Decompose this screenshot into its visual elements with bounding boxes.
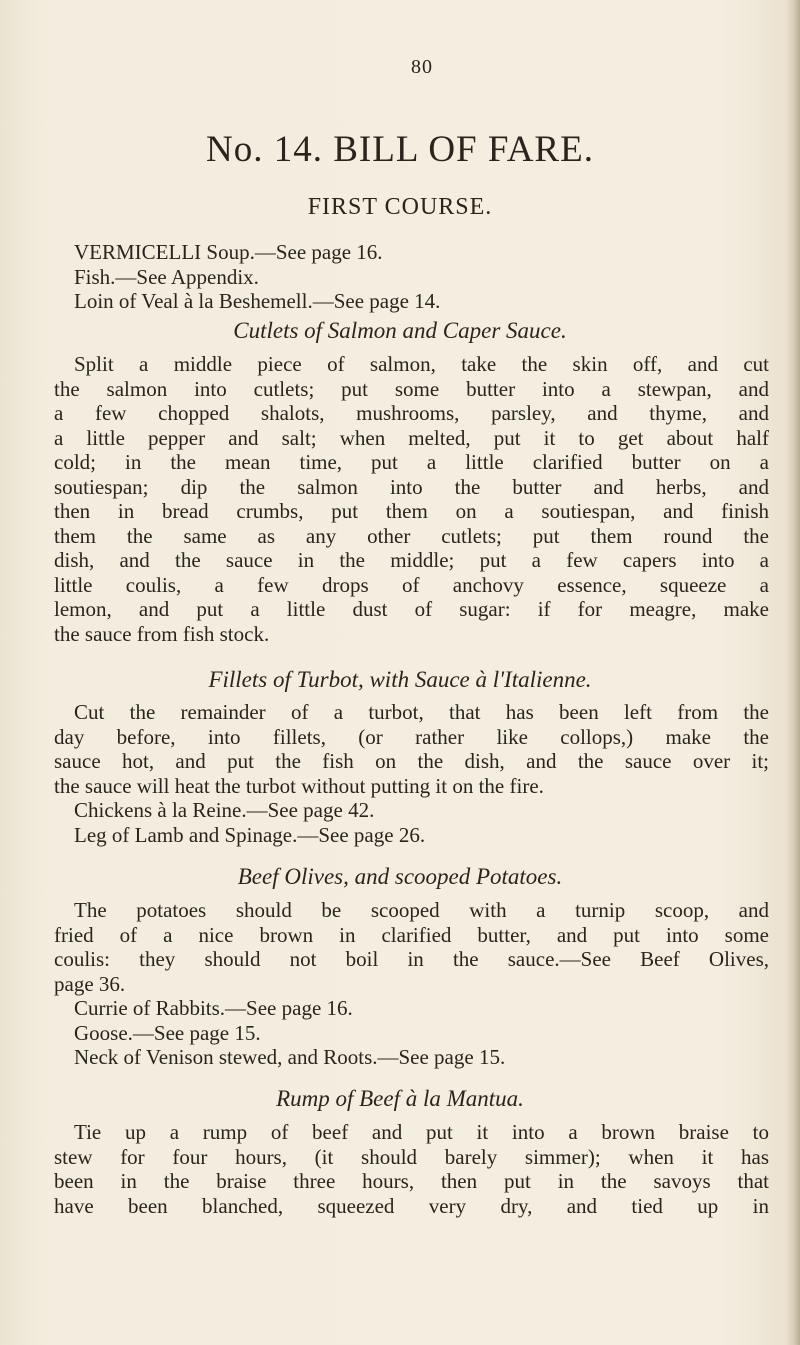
text-line: soutiespan; dip the salmon into the butter and herbs, and xyxy=(54,474,769,499)
text-line: page 36. xyxy=(54,971,126,996)
items-top xyxy=(54,240,769,314)
text-line: cold; in the mean time, put a little clarified butter on a xyxy=(54,450,769,474)
text-line: the sauce will heat the turbot without putting it on the fire. xyxy=(54,773,544,798)
text-line: have been blanched, squeezed very dry, and tied up in xyxy=(54,1193,769,1218)
text-line: been in the braise three hours, then put in the savoys that xyxy=(54,1169,769,1193)
recipe-body-rump xyxy=(54,1120,769,1218)
menu-item: Chickens à la Reine.—See page 42. xyxy=(74,798,375,822)
recipe-body-salmon xyxy=(54,352,769,646)
menu-item: Fish.—See Appendix. xyxy=(74,264,259,289)
text-line: Cut the remainder of a turbot, that has been left from the xyxy=(74,700,769,724)
text-line: dish, and the sauce in the middle; put a few capers into a xyxy=(54,548,769,572)
recipe-heading-turbot: Fillets of Turbot, with Sauce à l'Italienne. xyxy=(208,667,592,692)
text-line: Split a middle piece of salmon, take the skin off, and cut xyxy=(74,352,769,376)
menu-item: Currie of Rabbits.—See page 16. xyxy=(74,996,353,1020)
course-heading: FIRST COURSE. xyxy=(307,194,493,220)
text-line: a little pepper and salt; when melted, put it to get about half xyxy=(54,425,769,450)
text-line: lemon, and put a little dust of sugar: if for meagre, make xyxy=(54,597,769,621)
menu-item: Neck of Venison stewed, and Roots.—See page 15. xyxy=(74,1045,506,1069)
text-line: stew for four hours, (it should barely simmer); when it has xyxy=(54,1144,769,1169)
recipe-body-turbot xyxy=(54,700,769,847)
text-line: day before, into fillets, (or rather like collops,) make the xyxy=(54,724,769,749)
menu-item: Loin of Veal à la Beshemell.—See page 14. xyxy=(74,289,441,313)
text-line: then in bread crumbs, put them on a soutiespan, and finish xyxy=(54,499,769,523)
text-line: a few chopped shalots, mushrooms, parsley, and thyme, and xyxy=(54,401,769,425)
recipe-body-olives xyxy=(54,898,769,1070)
recipe-heading-olives: Beef Olives, and scooped Potatoes. xyxy=(237,864,563,889)
recipe-heading-rump: Rump of Beef à la Mantua. xyxy=(276,1086,524,1111)
text-line: them the same as any other cutlets; put them round the xyxy=(54,523,769,548)
text-line: fried of a nice brown in clarified butter, and put into some xyxy=(54,922,769,947)
recipe-heading-salmon: Cutlets of Salmon and Caper Sauce. xyxy=(233,318,567,343)
text-line: the sauce from fish stock. xyxy=(54,621,270,646)
text-line: little coulis, a few drops of anchovy essence, squeeze a xyxy=(54,572,769,597)
menu-item: Leg of Lamb and Spinage.—See page 26. xyxy=(74,822,426,847)
page-number: 80 xyxy=(411,56,433,78)
text-line: coulis: they should not boil in the sauce.—See Beef Olives, xyxy=(54,947,769,971)
menu-item: VERMICELLI Soup.—See page 16. xyxy=(74,240,383,264)
text-line: sauce hot, and put the fish on the dish, and the sauce over it; xyxy=(54,749,769,773)
text-line: the salmon into cutlets; put some butter into a stewpan, and xyxy=(54,376,769,401)
menu-item: Goose.—See page 15. xyxy=(74,1020,261,1045)
text-line: Tie up a rump of beef and put it into a brown braise to xyxy=(74,1120,769,1144)
text-line: The potatoes should be scooped with a turnip scoop, and xyxy=(74,898,769,922)
bill-of-fare-title: No. 14. BILL OF FARE. xyxy=(206,129,594,170)
